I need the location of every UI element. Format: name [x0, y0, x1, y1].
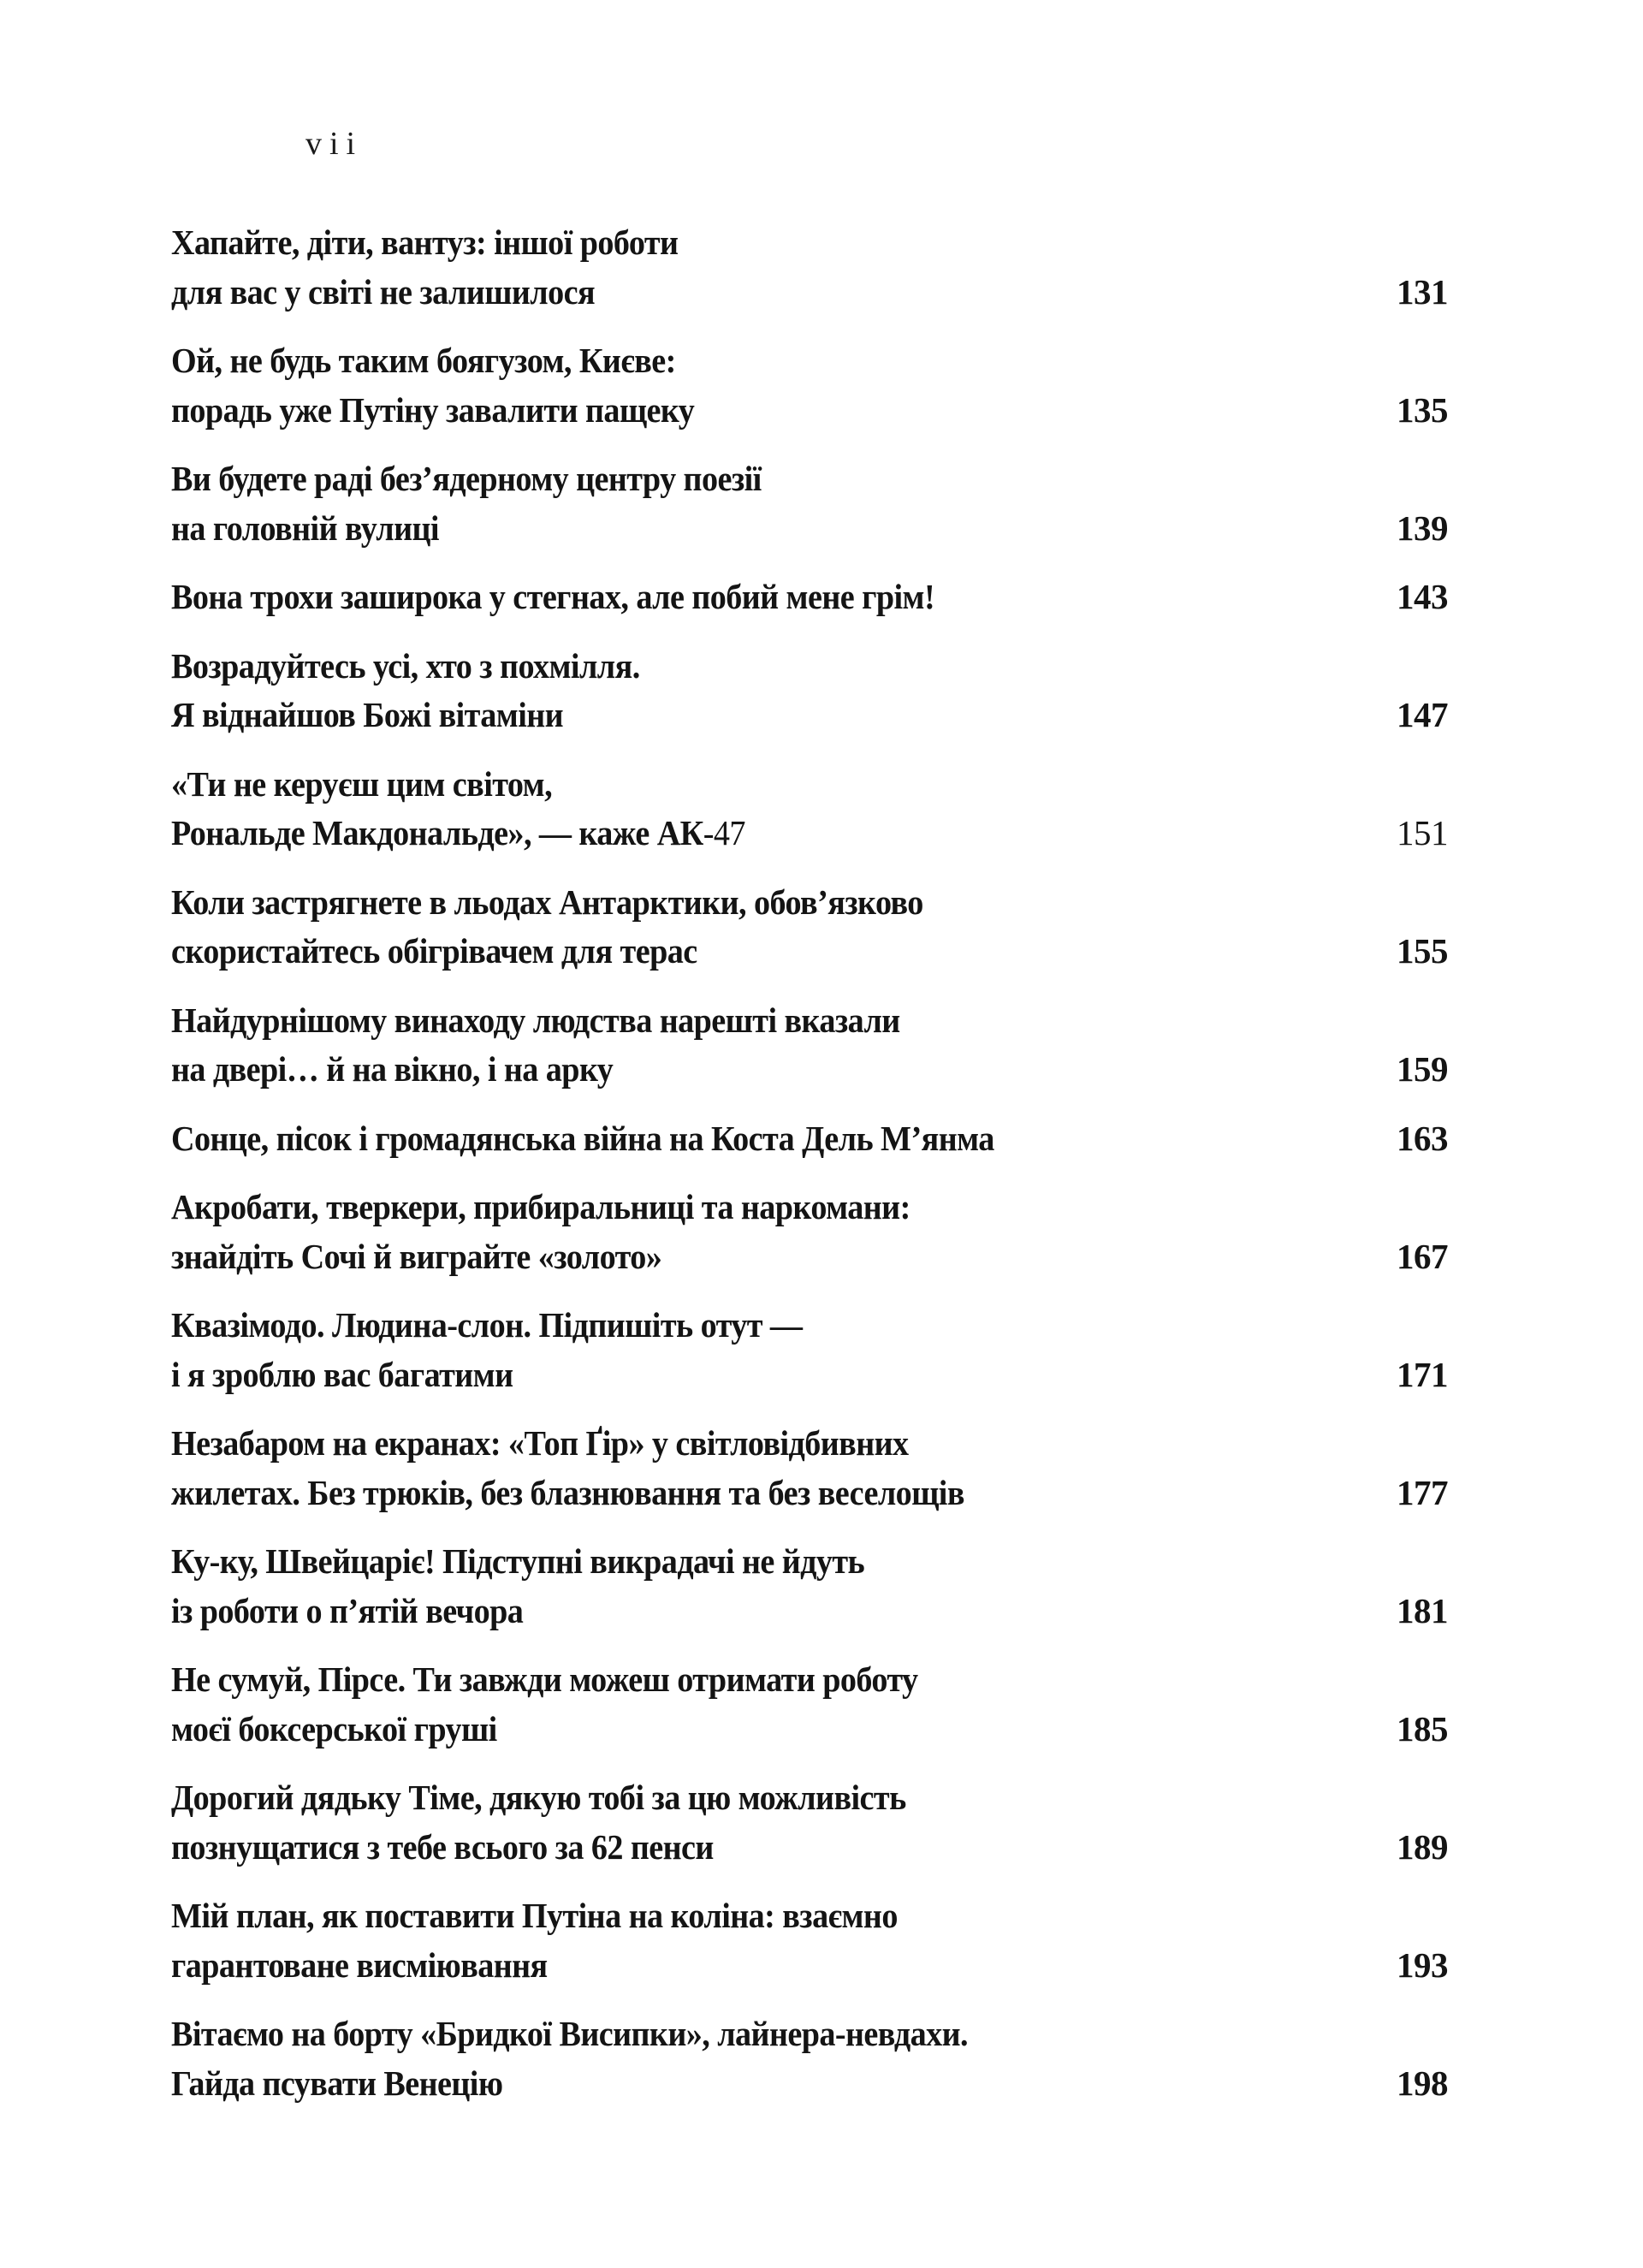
toc-entry-title-line: Сонце, пісок і громадянська війна на Коста Дель М’янма — [171, 1118, 994, 1158]
toc-entry — [171, 573, 1448, 622]
toc-entry-title-line: із роботи о п’ятій вечора — [171, 1590, 524, 1630]
toc-entry-title-line: «Ти не керуєш цим світом, — [171, 763, 553, 804]
toc-entry — [171, 760, 1448, 858]
toc-entry-title-line: для вас у світі не залишилося — [171, 271, 596, 312]
toc-entry-page-number: 155 — [1397, 931, 1448, 971]
toc-entry-title-line: Незабаром на екранах: «Топ Ґір» у світловідбивних — [171, 1423, 909, 1463]
toc-entry-title-line: Гайда псувати Венецію — [171, 2063, 503, 2103]
toc-entry-title-line: Квазімодо. Людина-слон. Підпишіть отут — — [171, 1305, 803, 1345]
toc-entry — [171, 1114, 1448, 1164]
toc-entry-title-line: Ку-ку, Швейцаріє! Підступні викрадачі не йдуть — [171, 1541, 865, 1581]
toc-entry-page-number: 151 — [1397, 813, 1448, 852]
toc-entry — [171, 996, 1448, 1095]
toc-entry-title-line: Дорогий дядьку Тіме, дякую тобі за цю можливість — [171, 1778, 906, 1817]
toc-entry-title-text: Рональде Макдональде», — каже АК — [171, 813, 703, 852]
page-folio: vii — [305, 126, 364, 162]
toc-entry-title-line: на головній вулиці — [171, 508, 439, 548]
toc-entry-title-line: Ой, не будь таким боягузом, Києве: — [171, 341, 676, 380]
toc-entry-page-number: 177 — [1397, 1472, 1448, 1512]
toc-entry-page-number: 143 — [1397, 577, 1448, 616]
toc-entry-title-line: Хапайте, діти, вантуз: іншої роботи — [171, 223, 679, 262]
toc-entry-title-line: моєї боксерської груші — [171, 1708, 497, 1748]
toc-entry-title-line: Акробати, тверкери, прибиральниці та наркомани: — [171, 1187, 910, 1226]
toc-entry-title-line: Коли застрягнете в льодах Антарктики, обов’язково — [171, 882, 923, 922]
toc-entry — [171, 1537, 1448, 1636]
toc-entry-page-number: 198 — [1397, 2063, 1448, 2103]
toc-entry-page-number: 159 — [1397, 1049, 1448, 1089]
toc-entry-page-number: 131 — [1397, 271, 1448, 312]
toc-entry-page-number: 163 — [1397, 1118, 1448, 1158]
toc-entry-title-suffix: -47 — [703, 813, 745, 852]
toc-entry-title-line: Вітаємо на борту «Бридкої Висипки», лайнера-невдахи. — [171, 2014, 969, 2053]
toc-entry — [171, 1773, 1448, 1872]
toc-entry-page-number: 193 — [1397, 1944, 1448, 1985]
toc-entry-title-line: Найдурнішому винаходу людства нарешті вказали — [171, 1000, 900, 1040]
toc-entry — [171, 1183, 1448, 1281]
toc-entry — [171, 1301, 1448, 1399]
toc-entry-title-line: гарантоване висміювання — [171, 1944, 548, 1985]
toc-entry — [171, 454, 1448, 553]
toc-entry-title-line: Возрадуйтесь усі, хто з похмілля. — [171, 645, 640, 686]
toc-entry — [171, 878, 1448, 977]
toc-entry-title-line: Мій план, як поставити Путіна на коліна: взаємно — [171, 1896, 898, 1935]
toc-entry-page-number: 135 — [1397, 389, 1448, 430]
toc-entry — [171, 1891, 1448, 1990]
table-of-contents — [171, 218, 1448, 2128]
toc-entry-title-line: познущатися з тебе всього за 62 пенси — [171, 1826, 714, 1867]
toc-entry-title-line: Я віднайшов Божі вітаміни — [171, 695, 564, 734]
toc-entry-page-number: 139 — [1397, 508, 1448, 548]
toc-entry-title-line: на двері… й на вікно, і на арку — [171, 1049, 614, 1089]
toc-entry-title-line: скористайтесь обігрівачем для терас — [171, 931, 697, 971]
toc-entry-title-line: і я зроблю вас багатими — [171, 1354, 513, 1394]
toc-entry-page-number: 181 — [1397, 1590, 1448, 1630]
toc-entry — [171, 1419, 1448, 1517]
toc-entry-title-line: Вона трохи заширока у стегнах, але побий мене грім! — [171, 577, 935, 616]
toc-entry-title-line — [171, 809, 1359, 858]
toc-entry-page-number: 167 — [1397, 1236, 1448, 1276]
toc-entry-page-number: 185 — [1397, 1708, 1448, 1748]
toc-entry-page-number: 171 — [1397, 1354, 1448, 1394]
toc-entry-page-number: 189 — [1397, 1826, 1448, 1867]
toc-entry — [171, 642, 1448, 740]
toc-entry-title-line: Ви будете раді без’ядерному центру поезії — [171, 459, 762, 498]
toc-entry — [171, 218, 1448, 317]
toc-entry — [171, 1655, 1448, 1754]
toc-entry-title-line: жилетах. Без трюків, без блазнювання та без веселощів — [171, 1472, 964, 1512]
toc-entry-title-line: порадь уже Путіну завалити пащеку — [171, 389, 695, 430]
toc-entry — [171, 336, 1448, 435]
toc-entry — [171, 2010, 1448, 2108]
toc-entry-title-line: знайдіть Сочі й виграйте «золото» — [171, 1236, 662, 1276]
toc-entry-page-number: 147 — [1397, 695, 1448, 734]
toc-entry-title-line: Не сумуй, Пірсе. Ти завжди можеш отримати роботу — [171, 1659, 918, 1699]
